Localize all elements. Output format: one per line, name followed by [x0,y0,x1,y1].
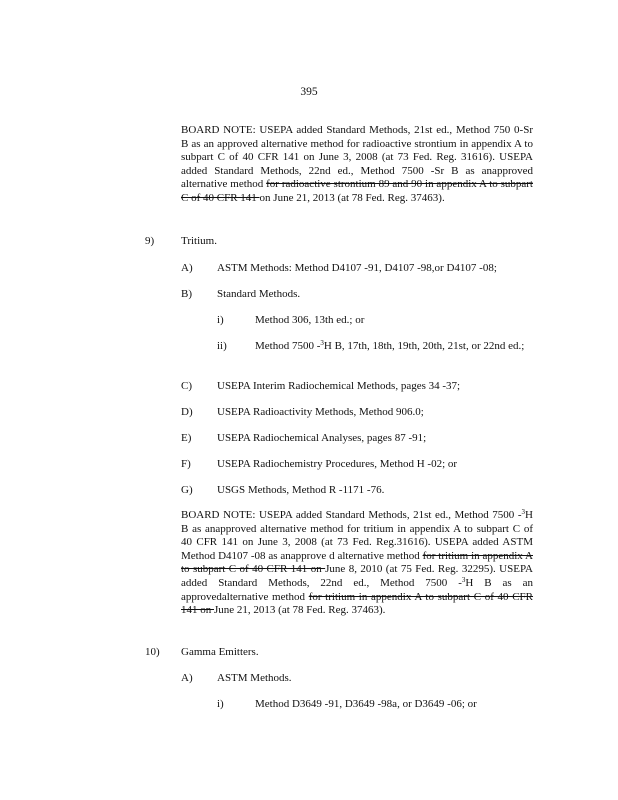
superscript: 3 [521,508,526,516]
board-note-strontium [181,124,533,206]
item-9-title: Tritium. [181,235,217,247]
board-note-text: H B as an approvedalternative method [181,576,534,603]
item-9F-label: F) [181,458,191,470]
board-note-text: on June 21, 2013 (at 78 Fed. Reg. 37463). [259,191,445,204]
item-9B-text: Standard Methods. [217,288,301,300]
item-9B-label: B) [181,288,192,300]
item-9Bii-text-a: Method 7500 - [255,340,321,352]
struck-text: for tritium in appendix A to subpart C of 40 CFR 141 on [181,590,534,617]
item-9Bi-text: Method 306, 13th ed.; or [255,314,365,326]
item-9Bi-label: i) [217,314,224,326]
item-9A-label: A) [181,262,193,274]
item-9Bii-text [255,340,525,354]
board-note-tritium [181,509,533,618]
board-note-text: BOARD NOTE: USEPA added Standard Methods, 21st ed., Method 750 0-Sr B as an approved alternative method for radioactive strontium in appendix A to subpart C of 40 CFR 141 on June 3, 2008 (at 73 Fed. Reg. 31616). USEPA added Standard Methods, 22nd ed., Method 7500 -Sr B as anapproved alternative method [181,124,533,191]
item-9C-label: C) [181,380,192,392]
item-10A-text: ASTM Methods. [217,672,292,684]
item-9A-text: ASTM Methods: Method D4107 -91, D4107 -98,or D4107 -08; [217,262,497,274]
item-10Ai-label: i) [217,698,224,710]
item-9-number: 9) [145,235,155,247]
item-10-title: Gamma Emitters. [181,646,259,658]
board-note-text: June 8, 2010 (at 75 Fed. Reg. 32295). USEPA added Standard Methods, 22nd ed., Method 7500 - [181,563,533,589]
item-9E-label: E) [181,432,192,444]
board-note-text: H B as anapproved alternative method for tritium in appendix A to subpart C of 40 CFR 141 on June 3, 2008 (at 73 Fed. Reg.31616). USEPA added ASTM Method D4107 -08 as anapprove d alternative method [181,509,533,562]
item-9F-text: USEPA Radiochemistry Procedures, Method H -02; or [217,458,458,470]
board-note-text: BOARD NOTE: USEPA added Standard Methods, 21st ed., Method 7500 - [181,509,522,521]
superscript: 3 [320,339,324,347]
item-9E-text: USEPA Radiochemical Analyses, pages 87 -91; [217,432,427,444]
item-9D-text: USEPA Radioactivity Methods, Method 906.0; [217,406,424,418]
item-10A-label: A) [181,672,193,684]
item-10Ai-text: Method D3649 -91, D3649 -98a, or D3649 -06; or [255,698,477,710]
item-9C-text: USEPA Interim Radiochemical Methods, pages 34 -37; [217,380,461,392]
item-9G-label: G) [181,484,193,496]
page-number: 395 [300,86,318,98]
item-9Bii-text-b: H B, 17th, 18th, 19th, 20th, 21st, or 22nd ed.; [323,340,525,352]
item-9D-label: D) [181,406,193,418]
struck-text: for tritium in appendix A to subpart C of 40 CFR 141 on [181,549,533,576]
struck-text: for radioactive strontium 89 and 90 in appendix A to subpart C of 40 CFR 141 [181,178,533,204]
item-9Bii-label: ii) [217,340,227,352]
item-9G-text: USGS Methods, Method R -1171 -76. [217,484,385,496]
superscript: 3 [461,575,466,584]
item-10-number: 10) [145,646,160,658]
board-note-text: June 21, 2013 (at 78 Fed. Reg. 37463). [214,604,386,617]
